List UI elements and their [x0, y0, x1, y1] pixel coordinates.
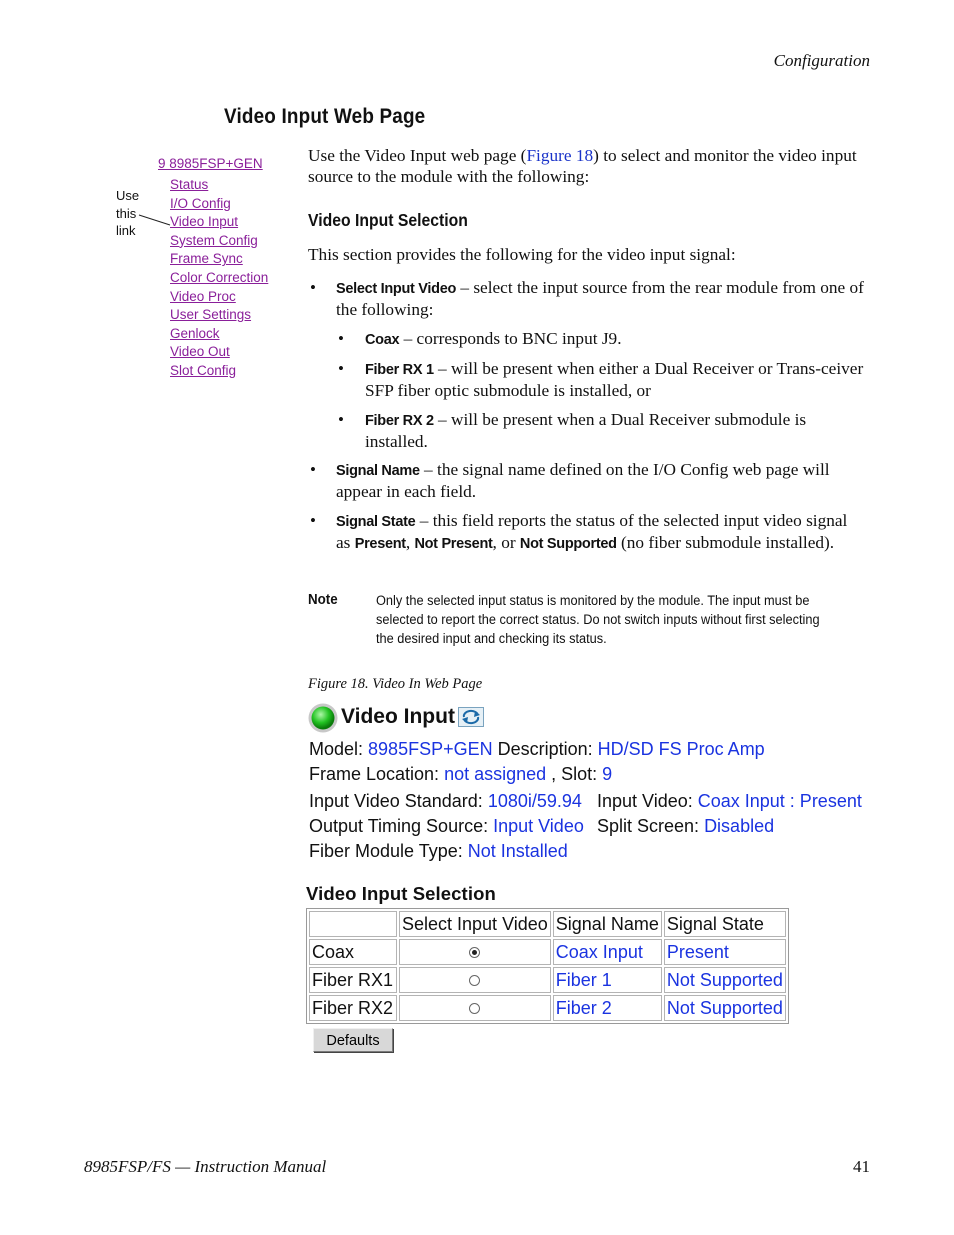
radio-cell [399, 939, 551, 965]
radio-cell [399, 967, 551, 993]
bullet-fiber-rx2 [365, 410, 865, 452]
input-cell: Coax [309, 939, 397, 965]
bullet-text: , [405, 532, 415, 552]
bullet-term: Signal Name [336, 463, 420, 479]
status-led-icon [307, 702, 339, 734]
timing-source-line [309, 816, 584, 837]
column-header: Select Input Video [399, 911, 551, 937]
bullet-icon: • [310, 278, 316, 297]
model-label: Model: [309, 739, 369, 759]
slot-value: 9 [602, 764, 613, 784]
slot-label: , Slot: [546, 764, 603, 784]
split-screen-value: Disabled [704, 816, 775, 836]
radio-fiber-rx2[interactable] [469, 1003, 480, 1014]
input-selection-table [306, 908, 789, 1024]
bullet-signal-name [336, 460, 871, 502]
column-header [309, 911, 397, 937]
signal-name-cell: Coax Input [553, 939, 662, 965]
fiber-module-label: Fiber Module Type: [309, 841, 468, 861]
nav-item-video-input[interactable]: Video Input [170, 214, 239, 230]
model-value: 8985FSP+GEN [368, 739, 493, 759]
input-video-label: Input Video: [597, 791, 698, 811]
bullet-term: Not Supported [519, 535, 617, 552]
nav-item-user-settings[interactable]: User Settings [170, 307, 252, 323]
bullet-term: Fiber RX 2 [365, 413, 434, 429]
fiber-module-line [309, 841, 568, 862]
note-text: Only the selected input status is monitored by the module. The input must be selected to report the correct status. Do not switch inputs without first selecting the desired input and checking its status. [376, 593, 820, 647]
nav-list [170, 176, 268, 381]
bullet-icon: • [338, 329, 344, 348]
input-standard-value: 1080i/59.94 [487, 791, 582, 811]
refresh-icon[interactable] [458, 707, 484, 727]
signal-state-cell: Not Supported [664, 995, 786, 1021]
split-screen-label: Split Screen: [597, 816, 705, 836]
defaults-button[interactable]: Defaults [313, 1028, 393, 1052]
intro-text: Use the Video Input web page ( [308, 146, 527, 165]
bullet-text: – corresponds to BNC input J9. [399, 329, 622, 348]
bullet-icon: • [338, 410, 344, 429]
nav-item-video-proc[interactable]: Video Proc [170, 288, 236, 304]
input-standard-line [309, 791, 582, 812]
table-row [309, 995, 786, 1021]
radio-cell [399, 995, 551, 1021]
nav-item-video-out[interactable]: Video Out [170, 344, 230, 360]
bullet-text: – this field reports the status of the selected input video signal as [336, 511, 848, 552]
bullet-term: Present [354, 535, 406, 552]
input-standard-label: Input Video Standard: [309, 791, 488, 811]
column-header: Signal State [664, 911, 786, 937]
nav-item-slot-config[interactable]: Slot Config [170, 362, 237, 378]
subsection-title: Video Input Selection [308, 210, 468, 230]
intro-text: ) to select and monitor the video input source to the module with the following: [308, 146, 857, 186]
column-header: Signal Name [553, 911, 662, 937]
fiber-module-value: Not Installed [467, 841, 568, 861]
bullet-term: Fiber RX 1 [365, 362, 434, 378]
nav-item-status[interactable]: Status [170, 177, 209, 192]
nav-item-io-config[interactable]: I/O Config [170, 195, 231, 211]
bullet-text: – select the input source from the rear module from one of the following: [336, 278, 864, 319]
bullet-text: (no fiber submodule installed). [616, 532, 835, 552]
bullet-icon: • [310, 511, 316, 530]
signal-state-cell: Not Supported [664, 967, 786, 993]
callout-line: this [116, 205, 137, 221]
note-label: Note [308, 592, 338, 608]
bullet-text: , or [492, 532, 520, 552]
signal-name-cell: Fiber 1 [553, 967, 662, 993]
split-screen-line [597, 816, 774, 837]
bullet-term: Not Present [414, 535, 493, 552]
table-header-row [309, 911, 786, 937]
bullet-term: Signal State [336, 514, 416, 530]
bullet-text: – will be present when either a Dual Receiver or Trans-ceiver SFP fiber optic submodule is installed, or [365, 359, 864, 400]
bullet-text: – the signal name defined on the I/O Config web page will appear in each field. [336, 460, 830, 501]
intro-paragraph [308, 146, 873, 187]
callout-line: Use [116, 188, 140, 203]
model-line [309, 739, 765, 760]
bullet-term: Select Input Video [336, 281, 457, 297]
bullet-coax [365, 329, 865, 351]
table-title: Video Input Selection [306, 883, 496, 904]
radio-coax[interactable] [469, 947, 480, 958]
nav-item-color-correction[interactable]: Color Correction [170, 269, 269, 285]
page-number: 41 [853, 1157, 870, 1176]
nav-item-genlock[interactable]: Genlock [170, 325, 220, 341]
input-video-line [597, 791, 862, 812]
callout-line: link [116, 223, 136, 238]
input-cell: Fiber RX1 [309, 967, 397, 993]
figure-link[interactable]: Figure 18 [526, 146, 594, 165]
description-label: Description: [492, 739, 598, 759]
figure-caption: Figure 18. Video In Web Page [308, 676, 483, 692]
frame-location-line [309, 764, 612, 785]
bullet-signal-state [336, 511, 856, 554]
input-cell: Fiber RX2 [309, 995, 397, 1021]
nav-item-system-config[interactable]: System Config [170, 232, 258, 248]
bullet-text: – will be present when a Dual Receiver submodule is installed. [365, 410, 807, 451]
table-row [309, 967, 786, 993]
bullet-icon: • [310, 460, 316, 479]
subsection-intro: This section provides the following for the video input signal: [308, 245, 736, 264]
frame-location-label: Frame Location: [309, 764, 445, 784]
bullet-icon: • [338, 359, 344, 378]
callout-arrow [138, 210, 172, 228]
input-video-value: Coax Input : Present [697, 791, 862, 811]
web-page-title: Video Input [341, 705, 455, 728]
nav-item-frame-sync[interactable]: Frame Sync [170, 251, 243, 267]
frame-location-value: not assigned [444, 764, 547, 784]
running-header: Configuration [773, 51, 870, 70]
timing-source-label: Output Timing Source: [309, 816, 494, 836]
table-row [309, 939, 786, 965]
bullet-fiber-rx1 [365, 359, 865, 401]
radio-fiber-rx1[interactable] [469, 975, 480, 986]
bullet-select-input [336, 278, 871, 320]
signal-name-cell: Fiber 2 [553, 995, 662, 1021]
timing-source-value: Input Video [493, 816, 584, 836]
nav-root-link[interactable]: 9 8985FSP+GEN [158, 156, 263, 171]
description-value: HD/SD FS Proc Amp [597, 739, 765, 759]
footer-manual-title: 8985FSP/FS — Instruction Manual [84, 1157, 327, 1176]
bullet-term: Coax [365, 332, 400, 348]
signal-state-cell: Present [664, 939, 786, 965]
section-title: Video Input Web Page [224, 105, 426, 128]
